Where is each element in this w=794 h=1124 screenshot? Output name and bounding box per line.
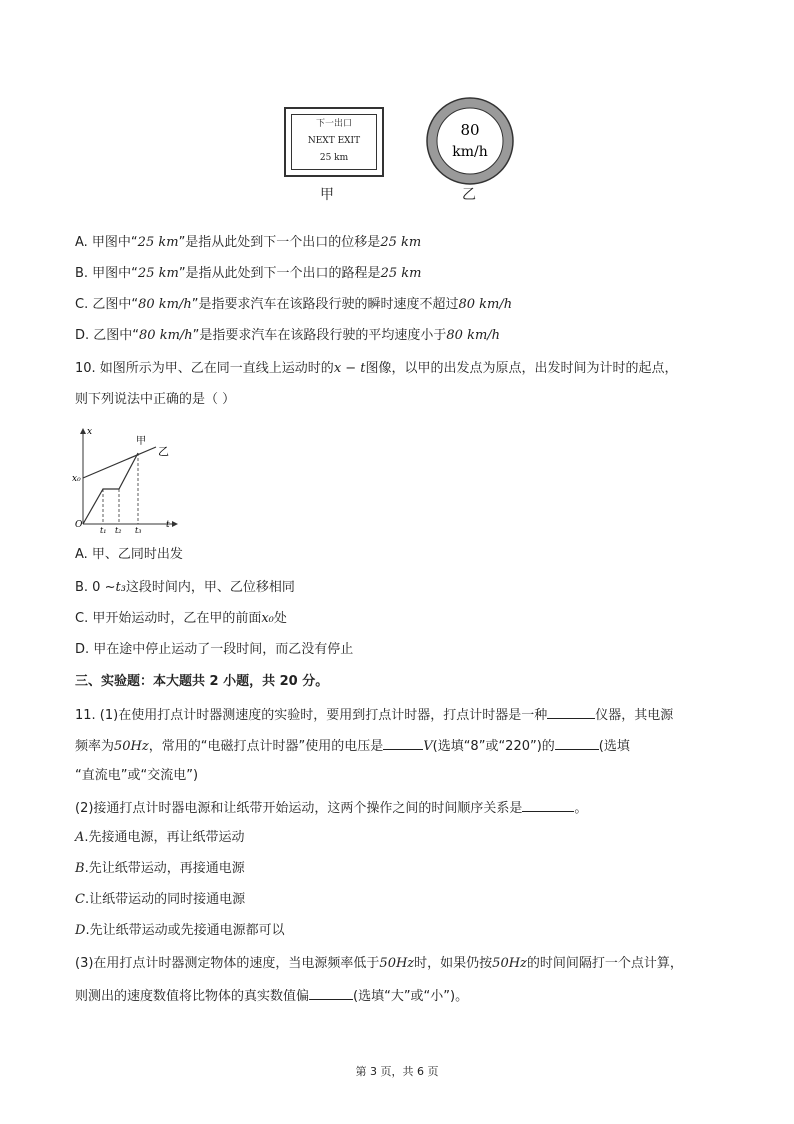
page-footer: 第 3 页，共 6 页 (355, 1065, 439, 1078)
q11-part3-line1: (3)在用打点计时器测定物体的速度，当电源频率低于50Hz时，如果仍按50Hz的时间间隔打一个点计算， (75, 956, 683, 971)
q10-stem-line2: 则下列说法中正确的是（ ） (75, 392, 236, 407)
q11-part1-line3: “直流电”或“交流电”) (75, 768, 199, 783)
t1-label: t₁ (100, 526, 107, 534)
origin-label: O (75, 520, 83, 530)
q11-part2-option-a: A.先接通电源，再让纸带运动 (75, 830, 245, 845)
x0-label: x₀ (72, 474, 81, 484)
caption-yi: 乙 (462, 187, 476, 203)
q10-stem-line1: 10. 如图所示为甲、乙在同一直线上运动时的x − t图像，以甲的出发点为原点，出发时间为计时的起点， (75, 361, 678, 376)
q10-option-c: C. 甲开始运动时，乙在甲的前面x₀处 (75, 611, 287, 626)
exit-sign-figure (284, 107, 384, 177)
t3-label: t₃ (135, 526, 142, 534)
q11-part2-stem: (2)接通打点计时器电源和让纸带开始运动，这两个操作之间的时间顺序关系是 。 (75, 798, 587, 818)
caption-jia: 甲 (320, 187, 334, 203)
axis-y-label: x (87, 427, 93, 437)
axis-x-label: t (166, 520, 170, 530)
q9-option-b: B. 甲图中“25 km”是指从此处到下一个出口的路程是25 km (75, 266, 422, 281)
q9-option-c: C. 乙图中“80 km/h”是指要求汽车在该路段行驶的瞬时速度不超过80 km/h (75, 297, 513, 312)
q11-part1-line1: 11. (1)在使用打点计时器测速度的实验时，要用到打点计时器，打点计时器是一种 仪器，其电源 (75, 705, 673, 725)
q11-part2-option-c: C.让纸带运动的同时接通电源 (75, 892, 246, 907)
sign-line-2: NEXT EXIT (307, 136, 361, 146)
q11-part2-option-d: D.先让纸带运动或先接通电源都可以 (75, 923, 285, 938)
q9-option-d: D. 乙图中“80 km/h”是指要求汽车在该路段行驶的平均速度小于80 km/h (75, 328, 501, 343)
q9-option-a: A. 甲图中“25 km”是指从此处到下一个出口的位移是25 km (75, 235, 422, 250)
speed-unit: km/h (452, 144, 488, 160)
label-jia: 甲 (136, 436, 146, 447)
sign-line-1: 下一出口 (315, 119, 352, 129)
label-yi: 乙 (158, 445, 169, 458)
speed-value: 80 (460, 121, 480, 139)
q11-part1-line2: 频率为50Hz，常用的“电磁打点计时器”使用的电压是 V(选填“8”或“220”)的 (选填 (75, 736, 630, 756)
section-3-heading: 三、实验题：本大题共 2 小题，共 20 分。 (75, 674, 329, 689)
t2-label: t₂ (115, 526, 122, 534)
line-jia (83, 453, 138, 524)
line-yi (83, 447, 156, 478)
xt-graph (72, 424, 182, 534)
q10-option-a: A. 甲、乙同时出发 (75, 547, 183, 562)
q10-option-d: D. 甲在途中停止运动了一段时间，而乙没有停止 (75, 642, 354, 657)
q11-part3-line2: 则测出的速度数值将比物体的真实数值偏 (选填“大”或“小”)。 (75, 986, 468, 1006)
q10-option-b: B. 0 ~t₃这段时间内，甲、乙位移相同 (75, 580, 295, 595)
sign-line-3: 25 km (319, 153, 349, 163)
q11-part2-option-b: B.先让纸带运动，再接通电源 (75, 861, 245, 876)
speed-limit-sign-figure (424, 95, 516, 187)
